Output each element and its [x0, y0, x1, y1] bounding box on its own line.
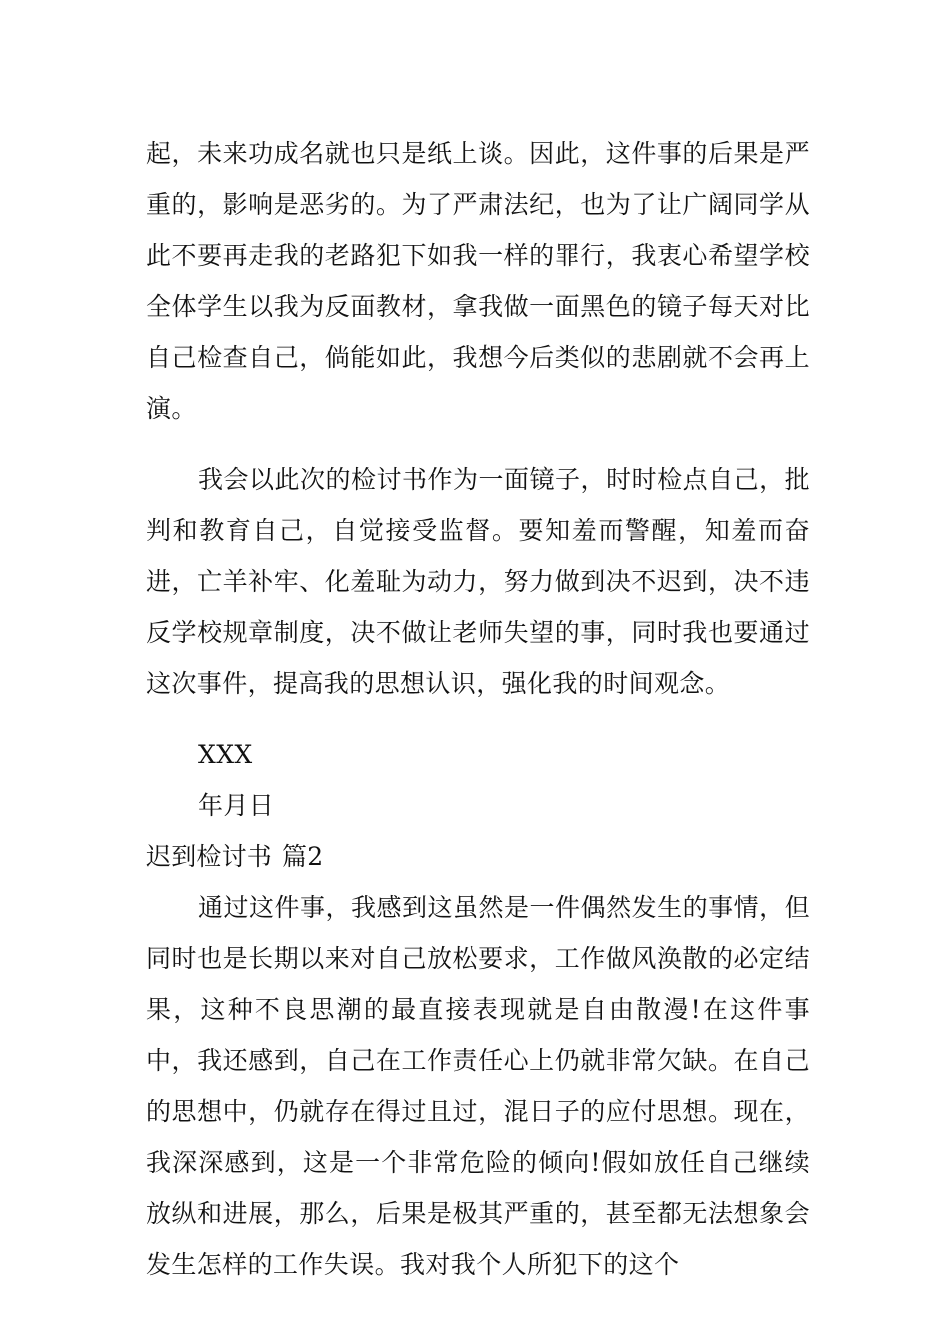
- section-number: 篇2: [282, 842, 324, 871]
- document-body: [146, 128, 810, 1290]
- paragraph-continued: 起，未来功成名就也只是纸上谈。因此，这件事的后果是严重的，影响是恶劣的。为了严肃法纪，也为了让广阔同学从此不要再走我的老路犯下如我一样的罪行，我衷心希望学校全体学生以我为反面教材，拿我做一面黑色的镜子每天对比自己检查自己，倘能如此，我想今后类似的悲剧就不会再上演。: [146, 139, 810, 423]
- paragraph-mirror: 我会以此次的检讨书作为一面镜子，时时检点自己，批判和教育自己，自觉接受监督。要知羞而警醒，知羞而奋进，亡羊补牢、化羞耻为动力，努力做到决不迟到，决不违反学校规章制度，决不做让老师失望的事，同时我也要通过这次事件，提高我的思想认识，强化我的时间观念。: [146, 465, 810, 698]
- section-heading: [146, 831, 810, 882]
- section-title: 迟到检讨书: [146, 842, 273, 871]
- date-line: 年月日: [198, 791, 275, 820]
- signature-line: XXX: [198, 740, 253, 769]
- paragraph-section-2: 通过这件事，我感到这虽然是一件偶然发生的事情，但同时也是长期以来对自己放松要求，工作做风涣散的必定结果，这种不良思潮的最直接表现就是自由散漫!在这件事中，我还感到，自己在工作责任心上仍就非常欠缺。在自己的思想中，仍就存在得过且过，混日子的应付思想。现在，我深深感到，这是一个非常危险的倾向!假如放任自己继续放纵和进展，那么，后果是极其严重的，甚至都无法想象会发生怎样的工作失误。我对我个人所犯下的这个: [146, 893, 810, 1279]
